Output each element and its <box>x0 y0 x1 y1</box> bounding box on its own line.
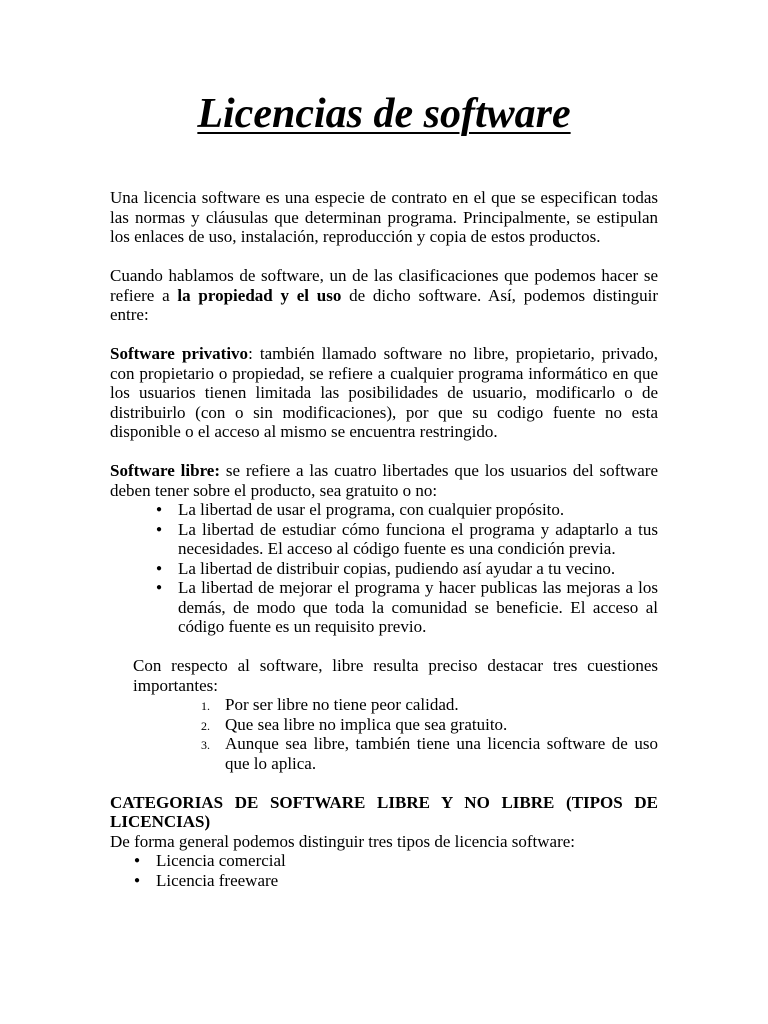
list-item: ● La libertad de estudiar cómo funciona el programa y adaptarlo a tus necesidades. El acceso al código fuente es una condición previa. <box>178 520 658 559</box>
list-item <box>201 734 658 773</box>
classification-text-after: de dicho software. Así, podemos distinguir entre: <box>110 285 659 324</box>
list-number: 3. <box>201 738 210 752</box>
list-item-text: Aunque sea libre, también tiene una licencia software de uso que lo aplica. <box>225 734 658 773</box>
list-item: ● La libertad de mejorar el programa y hacer publicas las mejoras a los demás, de modo que toda la comunidad se beneficie. El acceso al código fuente es un requisito previo. <box>178 578 658 637</box>
classification-bold-text: la propiedad y el uso <box>177 285 342 305</box>
license-types-list <box>110 851 658 890</box>
privativo-text: : también llamado software no libre, propietario, privado, con propietario o propiedad, se refiere a cualquier programa informático en que los usuarios tienen limitada las posibilidades de usuario, modificarlo o de distribuirlo (con o sin modificaciones), por que su codigo fuente no esta disponible o el acceso al mismo se encuentra restringido. <box>110 344 659 441</box>
document-title: Licencias de software <box>197 91 571 137</box>
list-item: ● Licencia freeware <box>156 871 658 891</box>
list-item: ● La libertad de usar el programa, con cualquier propósito. <box>178 500 658 520</box>
respecto-paragraph: Con respecto al software, libre resulta preciso destacar tres cuestiones importantes: <box>133 656 658 695</box>
cuestiones-list <box>110 695 658 773</box>
document-body <box>110 188 658 890</box>
list-item <box>201 695 658 715</box>
list-number: 1. <box>201 699 210 713</box>
classification-paragraph <box>110 266 658 325</box>
intro-paragraph: Una licencia software es una especie de contrato en el que se especifican todas las normas y cláusulas que determinan programa. Principalmente, se estipulan los enlaces de uso, instalación, reproducción y copia de estos productos. <box>110 188 658 246</box>
classification-text-before: Cuando hablamos de software, un de las clasificaciones que podemos hacer se refiere a <box>110 266 658 305</box>
list-item: ● Licencia comercial <box>156 851 658 871</box>
categorias-paragraph: De forma general podemos distinguir tres tipos de licencia software: <box>110 831 575 851</box>
list-item: ● La libertad de distribuir copias, pudiendo así ayudar a tu vecino. <box>178 559 658 579</box>
list-item <box>201 714 658 735</box>
list-item-text: Que sea libre no implica que sea gratuito. <box>225 714 508 734</box>
privativo-paragraph <box>110 344 658 442</box>
list-item-text: Por ser libre no tiene peor calidad. <box>225 695 459 714</box>
freedoms-list <box>110 500 658 637</box>
categorias-heading: CATEGORIAS DE SOFTWARE LIBRE Y NO LIBRE (TIPOS DE LICENCIAS) <box>110 792 658 831</box>
privativo-term: Software privativo <box>110 344 249 363</box>
list-number: 2. <box>201 718 210 733</box>
libre-text: se refiere a las cuatro libertades que los usuarios del software deben tener sobre el producto, sea gratuito o no: <box>110 461 658 500</box>
libre-paragraph <box>110 461 658 500</box>
libre-term: Software libre: <box>110 461 221 480</box>
